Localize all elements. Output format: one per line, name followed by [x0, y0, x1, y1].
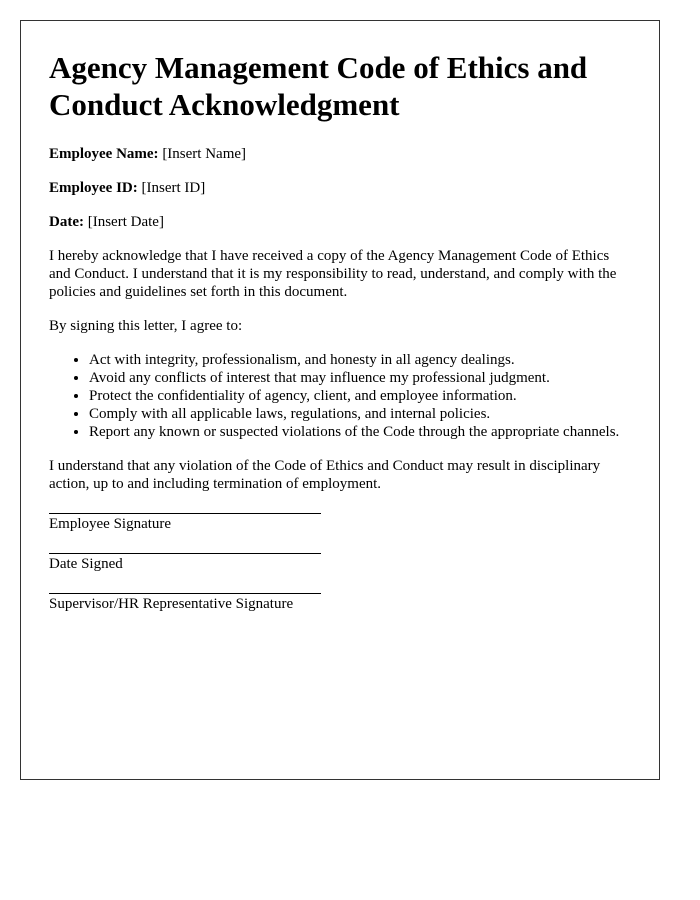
agreement-item: • Avoid any conflicts of interest that may influence my professional judgment. — [89, 369, 631, 387]
document-title: Agency Management Code of Ethics and Conduct Acknowledgment — [49, 50, 588, 122]
intro-paragraph: I hereby acknowledge that I have received a copy of the Agency Management Code of Ethics and Conduct. I understand that it is my responsibility to read, understand, and comply with the policies and guidelines set forth in this document. — [49, 248, 617, 300]
employee-name-field — [49, 145, 631, 163]
agree-lead-paragraph: By signing this letter, I agree to: — [49, 318, 243, 334]
employee-signature — [49, 513, 321, 533]
date-label: Date: — [49, 214, 84, 230]
date-signed-label: Date Signed — [49, 556, 123, 572]
agreement-item: • Act with integrity, professionalism, and honesty in all agency dealings. — [89, 351, 631, 369]
agreement-item: • Report any known or suspected violations of the Code through the appropriate channels. — [89, 423, 631, 441]
employee-name-value: [Insert Name] — [158, 146, 247, 162]
date-signed — [49, 553, 321, 573]
date-value: [Insert Date] — [83, 214, 164, 230]
supervisor-signature-label: Supervisor/HR Representative Signature — [49, 596, 294, 612]
employee-name-label: Employee Name: — [49, 146, 159, 162]
employee-id-value: [Insert ID] — [137, 180, 206, 196]
date-field — [49, 213, 631, 231]
document-page — [20, 20, 660, 780]
agreement-item: • Protect the confidentiality of agency, client, and employee information. — [89, 387, 631, 405]
signature-block — [49, 513, 631, 613]
closing-paragraph: I understand that any violation of the Code of Ethics and Conduct may result in disciplinary action, up to and including termination of employment. — [49, 458, 601, 492]
employee-id-label: Employee ID: — [49, 180, 138, 196]
employee-signature-label: Employee Signature — [49, 516, 172, 532]
employee-id-field — [49, 179, 631, 197]
supervisor-signature — [49, 593, 321, 613]
agreement-item: • Comply with all applicable laws, regulations, and internal policies. — [89, 405, 631, 423]
agreement-list — [49, 351, 631, 441]
